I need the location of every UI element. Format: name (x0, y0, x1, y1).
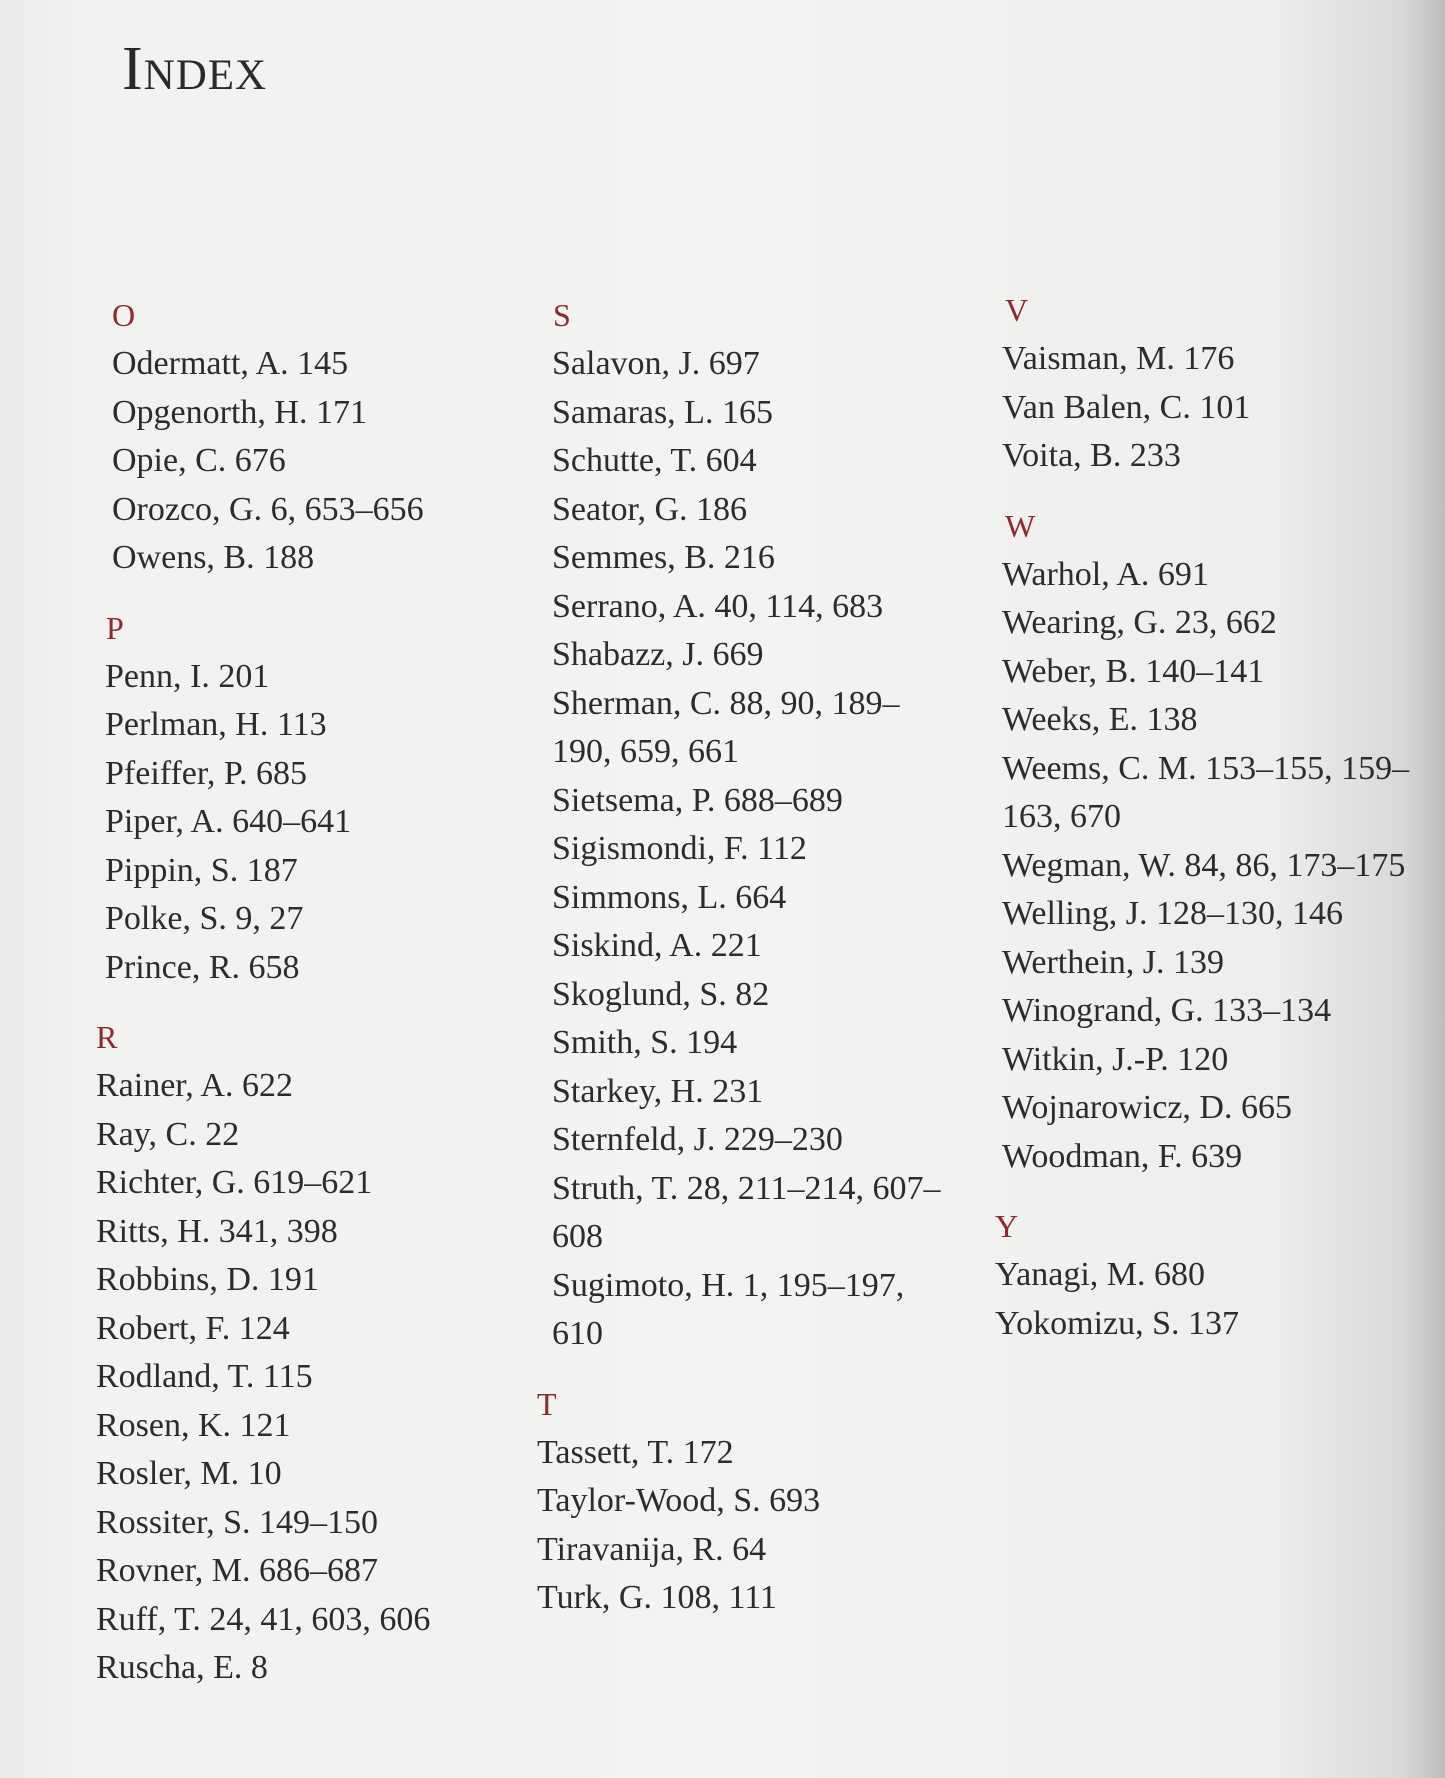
index-entry: Salavon, J. 697 (552, 345, 760, 382)
index-section-p (100, 605, 540, 993)
index-entry: Wojnarowicz, D. 665 (1002, 1089, 1292, 1126)
index-entry: Ritts, H. 341, 398 (96, 1212, 338, 1250)
index-entry: Weeks, E. 138 (1002, 701, 1198, 738)
index-entry: Piper, A. 640–641 (105, 803, 352, 840)
index-column-2 (537, 292, 963, 1645)
index-entry: Rosler, M. 10 (96, 1455, 282, 1492)
index-entry: Sugimoto, H. 1, 195–197, (552, 1266, 905, 1304)
index-entry: Vaisman, M. 176 (1002, 340, 1235, 377)
index-entry: Voita, B. 233 (1002, 437, 1181, 474)
index-entry: Tassett, T. 172 (537, 1433, 734, 1471)
index-entry: Yanagi, M. 680 (995, 1256, 1206, 1293)
index-entry: Winogrand, G. 133–134 (1002, 992, 1332, 1029)
index-entry: Turk, G. 108, 111 (537, 1579, 777, 1616)
index-entry: Orozco, G. 6, 653–656 (112, 490, 424, 528)
index-entry: Yokomizu, S. 137 (995, 1304, 1240, 1342)
index-column-3 (995, 287, 1435, 1370)
section-letter: T (537, 1385, 557, 1422)
index-entry: Taylor-Wood, S. 693 (537, 1482, 821, 1519)
page-title: Index (122, 35, 268, 103)
index-entry: Tiravanija, R. 64 (537, 1530, 767, 1568)
index-entry: Prince, R. 658 (105, 948, 300, 986)
index-entry: Simmons, L. 664 (552, 878, 787, 916)
index-entry: Skoglund, S. 82 (552, 975, 770, 1013)
index-entry: Pfeiffer, P. 685 (105, 754, 307, 792)
index-entry: Wearing, G. 23, 662 (1002, 604, 1277, 641)
section-letter: W (1005, 507, 1036, 544)
section-letter: Y (995, 1208, 1019, 1244)
index-entry: Pippin, S. 187 (105, 851, 298, 889)
section-letter: O (112, 297, 136, 333)
index-entry-continuation: 190, 659, 661 (552, 733, 739, 770)
index-entry: Robbins, D. 191 (96, 1261, 319, 1298)
index-entry: Ruff, T. 24, 41, 603, 606 (96, 1600, 431, 1638)
index-section-o (100, 292, 540, 583)
index-entry: Serrano, A. 40, 114, 683 (552, 587, 884, 625)
section-letter: S (553, 297, 571, 333)
index-entry: Ray, C. 22 (96, 1115, 240, 1153)
index-entry: Schutte, T. 604 (552, 442, 757, 479)
index-entry: Opie, C. 676 (112, 442, 286, 479)
index-entry: Seator, G. 186 (552, 490, 748, 528)
index-entry: Witkin, J.-P. 120 (1002, 1040, 1229, 1078)
index-entry-continuation: 608 (552, 1218, 603, 1255)
section-letter: V (1005, 292, 1029, 328)
index-entry: Ruscha, E. 8 (96, 1649, 268, 1686)
index-entry: Woodman, F. 639 (1002, 1137, 1243, 1175)
index-column-1 (96, 292, 540, 1715)
index-entry: Weems, C. M. 153–155, 159– (1002, 749, 1410, 787)
index-entry: Samaras, L. 165 (552, 393, 773, 431)
index-entry: Rovner, M. 686–687 (96, 1552, 378, 1589)
index-entry: Shabazz, J. 669 (552, 636, 764, 673)
index-entry: Welling, J. 128–130, 146 (1002, 895, 1344, 932)
index-entry: Perlman, H. 113 (105, 706, 327, 743)
index-entry: Rodland, T. 115 (96, 1358, 313, 1395)
index-entry: Owens, B. 188 (112, 539, 315, 576)
index-section-y (995, 1203, 1435, 1348)
index-entry: Sigismondi, F. 112 (552, 830, 807, 867)
index-entry: Smith, S. 194 (552, 1024, 738, 1061)
index-section-s (543, 292, 963, 1359)
index-entry-continuation: 163, 670 (1002, 798, 1121, 835)
index-section-r (96, 1014, 540, 1693)
index-entry: Richter, G. 619–621 (96, 1164, 373, 1201)
index-entry: Sherman, C. 88, 90, 189– (552, 684, 900, 722)
section-letter: R (96, 1019, 118, 1055)
index-section-w (995, 503, 1435, 1182)
index-entry: Struth, T. 28, 211–214, 607– (552, 1169, 941, 1207)
index-entry: Sternfeld, J. 229–230 (552, 1121, 843, 1158)
index-section-t (537, 1381, 963, 1623)
index-entry: Robert, F. 124 (96, 1309, 290, 1347)
index-entry: Van Balen, C. 101 (1002, 388, 1251, 426)
index-entry: Wegman, W. 84, 86, 173–175 (1002, 846, 1406, 884)
index-entry: Rossiter, S. 149–150 (96, 1503, 378, 1541)
index-entry: Weber, B. 140–141 (1002, 652, 1265, 690)
index-entry: Odermatt, A. 145 (112, 345, 349, 382)
index-entry: Rainer, A. 622 (96, 1067, 293, 1104)
index-entry: Siskind, A. 221 (552, 927, 762, 964)
index-entry: Opgenorth, H. 171 (112, 393, 367, 431)
section-letter: P (106, 609, 124, 646)
index-entry-continuation: 610 (552, 1315, 603, 1352)
index-entry: Warhol, A. 691 (1002, 555, 1209, 593)
index-section-v (995, 287, 1435, 481)
index-entry: Sietsema, P. 688–689 (552, 781, 843, 819)
index-entry: Semmes, B. 216 (552, 539, 775, 576)
index-entry: Penn, I. 201 (105, 657, 270, 695)
index-entry: Werthein, J. 139 (1002, 943, 1224, 981)
index-entry: Rosen, K. 121 (96, 1406, 291, 1444)
index-entry: Starkey, H. 231 (552, 1072, 764, 1110)
index-entry: Polke, S. 9, 27 (105, 900, 304, 937)
